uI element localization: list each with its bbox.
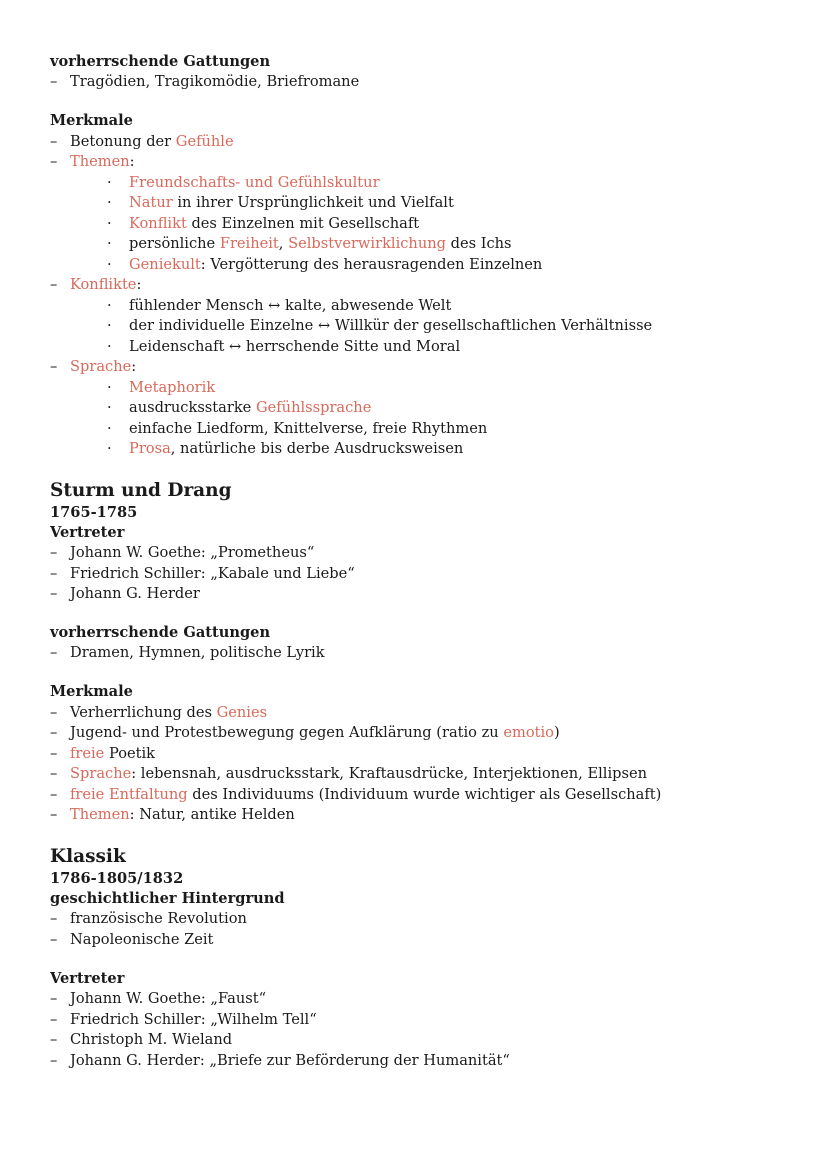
hintergrund-list xyxy=(50,909,800,950)
bullet-dash-icon: – xyxy=(50,785,58,803)
list-item xyxy=(50,564,800,585)
item-text: der individuelle Einzelne ↔ Willkür der gesellschaftlichen Verhältnisse xyxy=(129,317,653,335)
bullet-dash-icon: – xyxy=(50,744,58,762)
list-item xyxy=(50,909,800,930)
list-item xyxy=(50,805,800,826)
bullet-dash-icon: – xyxy=(50,153,58,171)
bullet-dash-icon: – xyxy=(50,724,58,742)
bullet-dash-icon: – xyxy=(50,1010,58,1028)
list-item xyxy=(50,989,800,1010)
epoch-period: 1786-1805/1832 xyxy=(50,869,184,887)
sub-list-item xyxy=(50,255,800,276)
highlighted-term: Natur xyxy=(129,194,173,212)
highlighted-term: Gefühlssprache xyxy=(255,399,372,417)
epoch-title-klassik: Klassik xyxy=(50,845,126,867)
bullet-dash-icon: – xyxy=(50,910,58,928)
item-text: : Vergötterung des herausragenden Einzelnen xyxy=(200,255,543,273)
highlighted-term: Sprache xyxy=(70,765,132,783)
item-text: ausdrucksstarke xyxy=(129,399,256,417)
item-text: : xyxy=(129,153,135,171)
bullet-dash-icon: – xyxy=(50,564,58,582)
sub-list-item xyxy=(50,419,800,440)
item-text: persönliche xyxy=(129,235,220,253)
item-text: Friedrich Schiller: „Kabale und Liebe“ xyxy=(70,564,355,582)
bullet-dot-icon: · xyxy=(107,337,112,355)
item-text: Jugend- und Protestbewegung gegen Aufklärung (ratio zu xyxy=(70,724,504,742)
bullet-dash-icon: – xyxy=(50,703,58,721)
highlighted-term: Freiheit xyxy=(219,235,279,253)
bullet-dash-icon: – xyxy=(50,1051,58,1069)
sub-list-item xyxy=(50,234,800,255)
list-item xyxy=(50,72,800,93)
highlighted-term: Themen xyxy=(70,806,130,824)
highlighted-term: Themen xyxy=(70,153,130,171)
item-text: Napoleonische Zeit xyxy=(70,930,214,948)
item-text: , natürliche bis derbe Ausdrucksweisen xyxy=(170,440,464,458)
bullet-dot-icon: · xyxy=(107,317,112,335)
merkmale-list xyxy=(50,132,800,460)
bullet-dot-icon: · xyxy=(107,399,112,417)
item-text: Johann W. Goethe: „Faust“ xyxy=(70,990,267,1008)
item-text: Johann G. Herder: „Briefe zur Beförderung der Humanität“ xyxy=(70,1051,510,1069)
section-heading-hintergrund: geschichtlicher Hintergrund xyxy=(50,890,285,908)
bullet-dash-icon: – xyxy=(50,1031,58,1049)
item-text: französische Revolution xyxy=(70,910,247,928)
item-text: ) xyxy=(553,724,560,742)
item-text: in ihrer Ursprünglichkeit und Vielfalt xyxy=(172,194,454,212)
item-text: Christoph M. Wieland xyxy=(70,1031,233,1049)
item-text: Poetik xyxy=(104,744,155,762)
item-text: , xyxy=(278,235,289,253)
section-heading-gattungen: vorherrschende Gattungen xyxy=(50,624,271,642)
item-text: Friedrich Schiller: „Wilhelm Tell“ xyxy=(70,1010,317,1028)
sub-list-item xyxy=(50,316,800,337)
epoch-period: 1765-1785 xyxy=(50,503,138,521)
item-text: einfache Liedform, Knittelverse, freie Rhythmen xyxy=(129,419,488,437)
list-item xyxy=(50,132,800,153)
item-text: Betonung der xyxy=(70,132,176,150)
epoch-title-sturm-und-drang: Sturm und Drang xyxy=(50,479,232,501)
bullet-dash-icon: – xyxy=(50,765,58,783)
sub-list-item xyxy=(50,214,800,235)
highlighted-term: Sprache xyxy=(70,358,132,376)
bullet-dot-icon: · xyxy=(107,296,112,314)
item-text: : Natur, antike Helden xyxy=(129,806,295,824)
bullet-dash-icon: – xyxy=(50,806,58,824)
item-text: des Individuums (Individuum wurde wichtiger als Gesellschaft) xyxy=(187,785,662,803)
section-heading-gattungen: vorherrschende Gattungen xyxy=(50,53,271,70)
section-heading-vertreter: Vertreter xyxy=(50,969,125,987)
bullet-dash-icon: – xyxy=(50,990,58,1008)
bullet-dash-icon: – xyxy=(50,73,58,91)
vertreter-list xyxy=(50,543,800,605)
highlighted-term: emotio xyxy=(503,724,554,742)
list-item xyxy=(50,744,800,765)
list-item xyxy=(50,703,800,724)
gattungen-list xyxy=(50,643,800,664)
list-item xyxy=(50,1051,800,1072)
bullet-dot-icon: · xyxy=(107,214,112,232)
item-text: Verherrlichung des xyxy=(70,703,217,721)
highlighted-term: Konflikt xyxy=(129,214,187,232)
highlighted-term: Genies xyxy=(216,703,268,721)
list-item xyxy=(50,643,800,664)
list-item xyxy=(50,584,800,605)
bullet-dot-icon: · xyxy=(107,378,112,396)
sub-list-item xyxy=(50,296,800,317)
highlighted-term: Gefühle xyxy=(175,132,234,150)
item-text: des Einzelnen mit Gesellschaft xyxy=(186,214,420,232)
sub-list-item xyxy=(50,193,800,214)
bullet-dot-icon: · xyxy=(107,173,112,191)
list-item xyxy=(50,1010,800,1031)
list-item xyxy=(50,785,800,806)
list-item xyxy=(50,930,800,951)
list-item xyxy=(50,723,800,744)
document-page xyxy=(50,52,800,1071)
sub-list-item xyxy=(50,378,800,399)
list-item xyxy=(50,1030,800,1051)
list-item xyxy=(50,275,800,296)
section-heading-merkmale: Merkmale xyxy=(50,112,133,130)
item-text: : xyxy=(136,276,142,294)
bullet-dot-icon: · xyxy=(107,419,112,437)
bullet-dot-icon: · xyxy=(107,194,112,212)
list-item xyxy=(50,152,800,173)
section-heading-merkmale: Merkmale xyxy=(50,683,133,701)
bullet-dash-icon: – xyxy=(50,585,58,603)
bullet-dash-icon: – xyxy=(50,276,58,294)
list-item xyxy=(50,357,800,378)
sub-list-item xyxy=(50,173,800,194)
sub-list-item xyxy=(50,398,800,419)
bullet-dash-icon: – xyxy=(50,358,58,376)
highlighted-term: Geniekult xyxy=(129,255,201,273)
highlighted-term: freie xyxy=(70,744,105,762)
section-heading-vertreter: Vertreter xyxy=(50,523,125,541)
highlighted-term: Freundschafts- und Gefühlskultur xyxy=(129,173,380,191)
bullet-dash-icon: – xyxy=(50,930,58,948)
item-text: Tragödien, Tragikomödie, Briefromane xyxy=(70,73,360,91)
item-text: Johann W. Goethe: „Prometheus“ xyxy=(70,544,315,562)
highlighted-term: freie Entfaltung xyxy=(70,785,188,803)
highlighted-term: Prosa xyxy=(129,440,171,458)
bullet-dash-icon: – xyxy=(50,132,58,150)
item-text: Leidenschaft ↔ herrschende Sitte und Moral xyxy=(129,337,461,355)
list-item xyxy=(50,764,800,785)
bullet-dash-icon: – xyxy=(50,644,58,662)
gattungen-list xyxy=(50,72,800,93)
item-text: : lebensnah, ausdrucksstark, Kraftausdrücke, Interjektionen, Ellipsen xyxy=(131,765,647,783)
item-text: fühlender Mensch ↔ kalte, abwesende Welt xyxy=(129,296,452,314)
list-item xyxy=(50,543,800,564)
sub-list-item xyxy=(50,439,800,460)
bullet-dot-icon: · xyxy=(107,255,112,273)
highlighted-term: Metaphorik xyxy=(129,378,216,396)
highlighted-term: Konflikte xyxy=(70,276,137,294)
item-text: des Ichs xyxy=(445,235,512,253)
item-text: Johann G. Herder xyxy=(70,585,200,603)
bullet-dot-icon: · xyxy=(107,235,112,253)
merkmale-list xyxy=(50,703,800,826)
bullet-dash-icon: – xyxy=(50,544,58,562)
highlighted-term: Selbstverwirklichung xyxy=(288,235,446,253)
item-text: Dramen, Hymnen, politische Lyrik xyxy=(70,644,325,662)
vertreter-list xyxy=(50,989,800,1071)
bullet-dot-icon: · xyxy=(107,440,112,458)
sub-list-item xyxy=(50,337,800,358)
item-text: : xyxy=(131,358,137,376)
